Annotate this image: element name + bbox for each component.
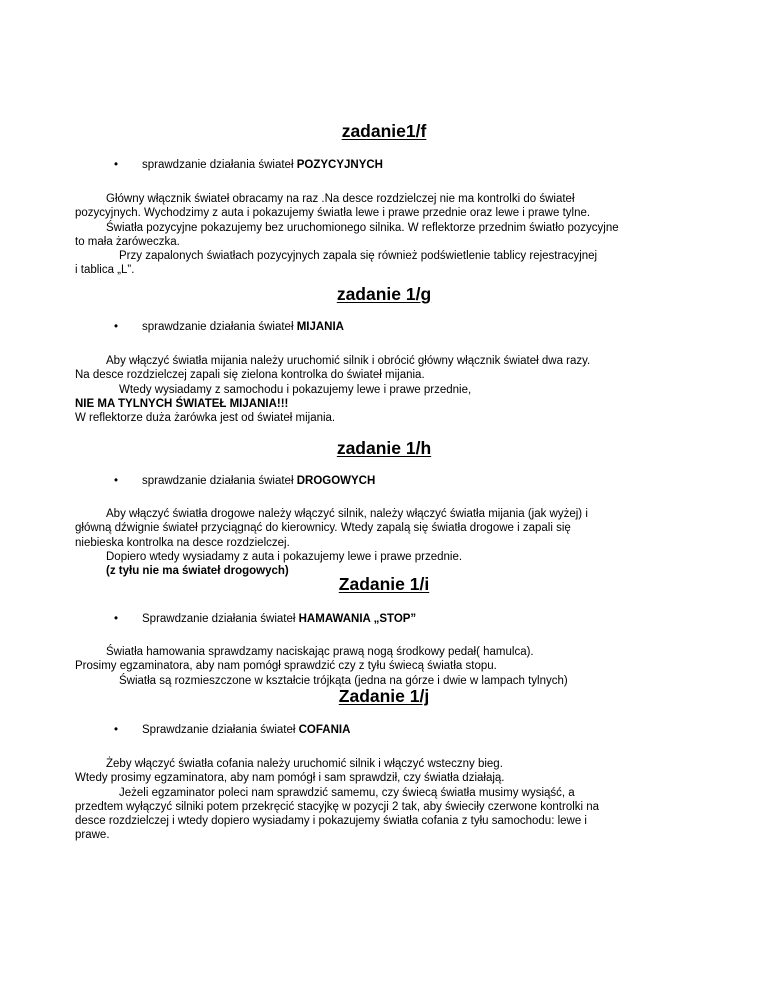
bullet-icon: •	[114, 475, 119, 487]
section-heading-i: Zadanie 1/i	[338, 574, 430, 594]
bullet-icon: •	[114, 613, 119, 625]
paragraph-i: Światła hamowania sprawdzamy naciskając prawą nogą środkowy pedał( hamulca). Prosimy egzaminatora, aby nam pomógł sprawdzić czy z tyłu świecą światła stopu. Światła są rozmieszczone w kształcie trójkąta (jedna na górze i dwie w lampach tylnych)	[75, 646, 568, 687]
bullet-icon: •	[114, 159, 119, 171]
paragraph-f: Główny włącznik świateł obracamy na raz .Na desce rozdzielczej nie ma kontrolki do świateł pozycyjnych. Wychodzimy z auta i pokazujemy światła lewe i prawe przednie oraz lewe i prawe tylne. Światła pozycyjne pokazujemy bez uruchomionego silnika. W reflektorze przednim światło pozycyjne to mała żaróweczka. Przy zapalonych światłach pozycyjnych zapala się również podświetlenie tablicy rejestracyjnej i tablica „L”.	[75, 193, 619, 277]
paragraph-g: Aby włączyć światła mijania należy uruchomić silnik i obrócić główny włącznik świateł dwa razy. Na desce rozdzielczej zapali się zielona kontrolka do świateł mijania. Wtedy wysiadamy z samochodu i pokazujemy lewe i prawe przednie, NIE MA TYLNYCH ŚWIATEŁ MIJANIA!!! W reflektorze duża żarówka jest od świateł mijania.	[75, 355, 591, 425]
section-heading-h: zadanie 1/h	[336, 438, 432, 458]
bullet-icon: •	[114, 321, 119, 333]
paragraph-h: Aby włączyć światła drogowe należy włączyć silnik, należy włączyć światła mijania (jak wyżej) i główną dźwignie świateł przyciągnąć do kierownicy. Wtedy zapalą się światła drogowe i zapali się niebieska kontrolka na desce rozdzielczej. Dopiero wtedy wysiadamy z auta i pokazujemy lewe i prawe przednie. (z tyłu nie ma świateł drogowych)	[75, 508, 588, 578]
paragraph-j: Żeby włączyć światła cofania należy uruchomić silnik i włączyć wsteczny bieg. Wtedy prosimy egzaminatora, aby nam pomógł i sam sprawdził, czy światła działają. Jeżeli egzaminator poleci nam sprawdzić samemu, czy świecą światła musimy wysiąść, a przedtem wyłączyć silniki potem przekręcić stacyjkę w pozycji 2 tak, aby świeciły czerwone kontrolki na desce rozdzielczej i wtedy dopiero wysiadamy i pokazujemy światła cofania z tyłu samochodu: lewe i prawe.	[75, 758, 600, 842]
document-page: zadanie1/f • sprawdzanie działania świateł POZYCYJNYCH Główny włącznik świateł obracamy na raz .Na desce rozdzielczej nie ma kontrolki do świateł pozycyjnych. Wychodzimy z auta i pokazujemy światła lewe i prawe przednie oraz lewe i prawe tylne. Światła pozycyjne pokazujemy bez uruchomionego silnika. W reflektorze przednim światło pozycyjne to mała żaróweczka. Przy zapalonych światłach pozycyjnych zapala się również podświetlenie tablicy rejestracyjnej i tablica „L”. zadanie 1/g • sprawdzanie działania świateł MIJANIA Aby włączyć światła mijania należy uruchomić silnik i obrócić główny włącznik świateł dwa razy. Na desce rozdzielczej zapali się zielona kontrolka do świateł mijania. Wtedy wysiadamy z samochodu i pokazujemy lewe i prawe przednie, NIE MA TYLNYCH ŚWIATEŁ MIJANIA!!! W reflektorze duża żarówka jest od świateł mijania. zadanie 1/h • sprawdzanie działania świateł DROGOWYCH Aby włączyć światła drogowe należy włączyć silnik, należy włączyć światła mijania (jak wyżej) i główną dźwignie świateł przyciągnąć do kierownicy. Wtedy zapalą się światła drogowe i zapali się niebieska kontrolka na desce rozdzielczej. Dopiero wtedy wysiadamy z auta i pokazujemy lewe i prawe przednie. (z tyłu nie ma świateł drogowych) Zadanie 1/i • Sprawdzanie działania świateł HAMAWANIA „STOP” Światła hamowania sprawdzamy naciskając prawą nogą środkowy pedał( hamulca). Prosimy egzaminatora, aby nam pomógł sprawdzić czy z tyłu świecą światła stopu. Światła są rozmieszczone w kształcie trójkąta (jedna na górze i dwie w lampach tylnych) Zadanie 1/j • Sprawdzanie działania świateł COFANIA Żeby włączyć światła cofania należy uruchomić silnik i włączyć wsteczny bieg. Wtedy prosimy egzaminatora, aby nam pomógł i sam sprawdził, czy światła działają. Jeżeli egzaminator poleci nam sprawdzić samemu, czy świecą światła musimy wysiąść, a przedtem wyłączyć silniki potem przekręcić stacyjkę w pozycji 2 tak, aby świeciły czerwone kontrolki na desce rozdzielczej i wtedy dopiero wysiadamy i pokazujemy światła cofania z tyłu samochodu: lewe i prawe.	[0, 0, 768, 994]
section-heading-j: Zadanie 1/j	[338, 686, 430, 706]
section-heading-g: zadanie 1/g	[336, 284, 432, 304]
section-heading-f: zadanie1/f	[341, 121, 427, 141]
bullet-icon: •	[114, 724, 119, 736]
